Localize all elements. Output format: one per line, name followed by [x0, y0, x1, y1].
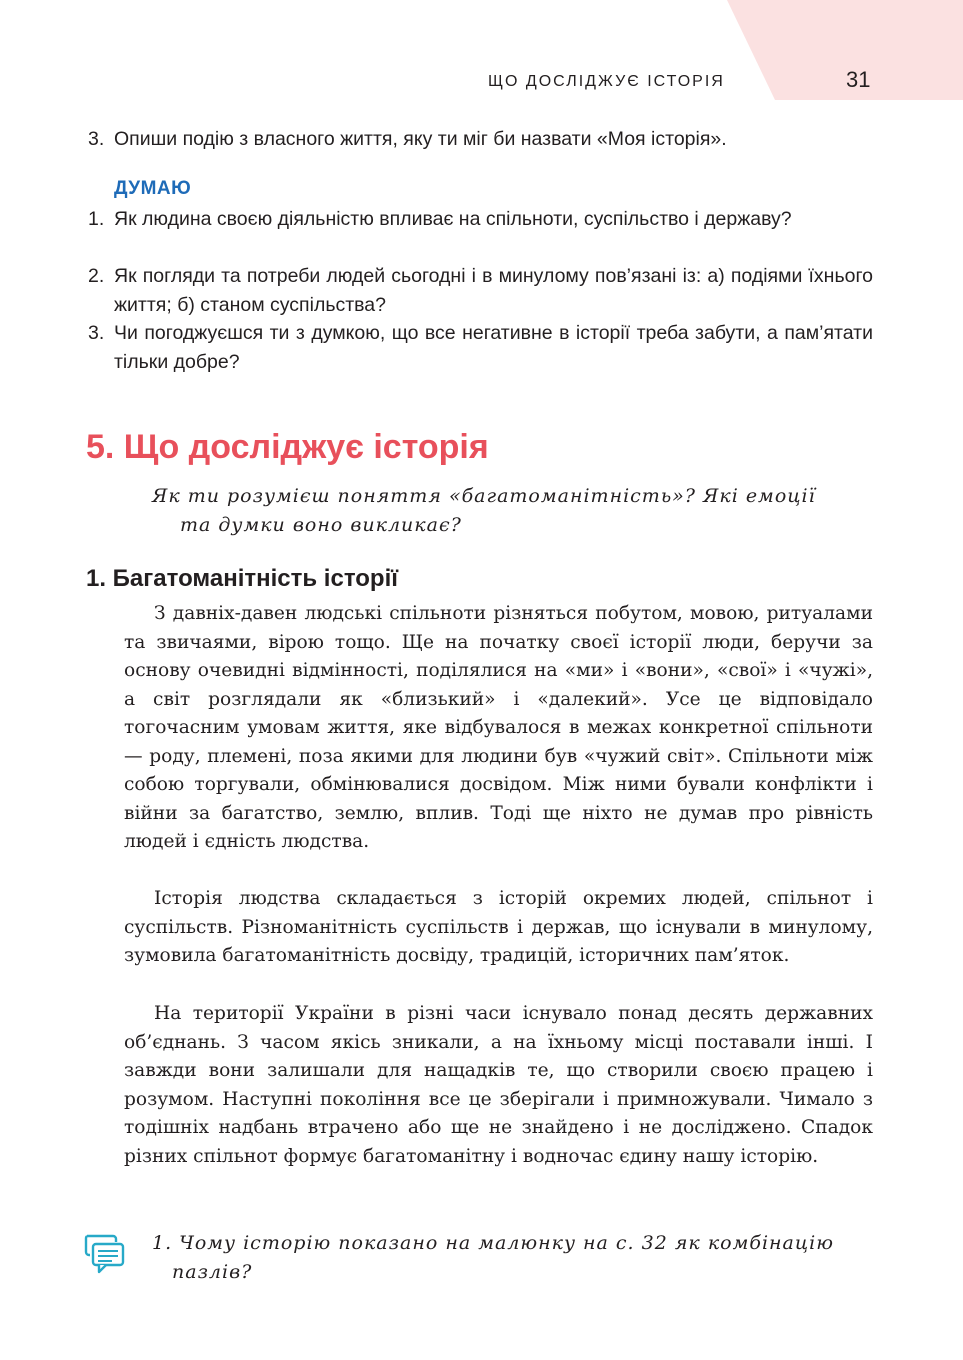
running-header: ЩО ДОСЛІДЖУЄ ІСТОРІЯ — [488, 73, 725, 90]
page-number: 31 — [846, 67, 871, 92]
list-item — [88, 205, 873, 234]
lead-line: та думки воно викликає? — [180, 513, 462, 536]
lead-line: Як ти розумієш поняття «багатоманітність»? Які емоції — [152, 485, 816, 507]
chat-bubbles-icon — [84, 1232, 126, 1274]
question-line: 1. Чому історію показано на малюнку на с. 32 як комбінацію — [152, 1232, 834, 1254]
list-item-number: 3. — [88, 322, 105, 344]
subsection-title: 1. Багатоманітність історії — [86, 565, 398, 592]
list-item — [88, 125, 873, 154]
page-corner-decoration — [727, 0, 963, 100]
list-item-text: Чи погоджуєшся ти з думкою, що все негативне в історії треба забути, а пам’ятати тільки добре? — [114, 322, 873, 373]
list-item-number: 3. — [88, 128, 105, 150]
think-heading: ДУМАЮ — [114, 178, 192, 199]
list-item — [88, 319, 873, 376]
list-item-number: 2. — [88, 265, 105, 287]
paragraph: На території України в різні часи існувало понад десять державних об’єднань. З часом якісь зникали, а на їхньому місці поставали інші. І завжди вони залишали для нащадків те, що створили своєю працею і розумом. Наступні покоління все це зберігали і примножували. Чимало з тодішніх надбань втрачено або ще не знайдено і не досліджено. Спадок різних спільнот формує багатоманітну і водночас єдину нашу історію. — [124, 1003, 873, 1167]
list-item-text: Як людина своєю діяльністю впливає на спільноти, суспільство і державу? — [114, 208, 792, 230]
paragraph: Історія людства складається з історій окремих людей, спільнот і суспільств. Різноманітність суспільств і держав, що існували в минулому, зумовила багатоманітність досвіду, традицій, історичних пам’яток. — [124, 888, 873, 966]
list-item — [88, 262, 873, 319]
list-item-text: Як погляди та потреби людей сьогодні і в минулому пов’язані із: а) подіями їхнього життя; б) станом суспільства? — [114, 265, 873, 316]
section-lead-question — [152, 482, 874, 539]
list-item-text: Опиши подію з власного життя, яку ти міг би назвати «Моя історія». — [114, 128, 727, 150]
section-title: 5. Що досліджує історія — [86, 428, 489, 466]
question-line: пазлів? — [172, 1260, 253, 1283]
paragraph: З давніх-давен людські спільноти різняться побутом, мовою, ритуалами та звичаями, вірою тощо. Ще на початку своєї історії люди, беручи за основу очевидні відмінності, поділялися на «ми» і «вони», «свої» і «чужі», а світ розглядали як «близький» і «далекий». Усе це відповідало тогочасним умовам життя, яке відбувалося в межах конкретної спільноти — роду, племені, поза якими для людини був «чужий світ». Спільноти між собою торгували, обмінювалися досвідом. Між ними бували конфлікти і війни за багатство, землю, вплив. Тоді ще ніхто не думав про рівність людей і єдність людства. — [124, 603, 873, 852]
list-item-number: 1. — [88, 208, 105, 230]
discussion-question — [152, 1229, 874, 1286]
